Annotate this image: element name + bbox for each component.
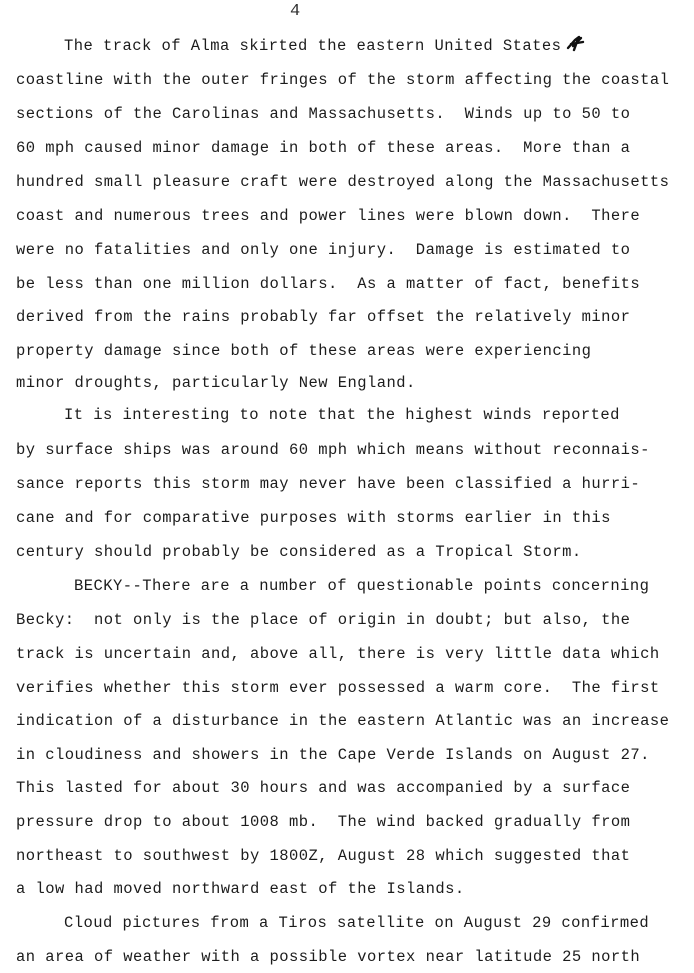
text-line: by surface ships was around 60 mph which means without reconnais- — [16, 441, 650, 459]
text-line: hundred small pleasure craft were destroyed along the Massachusetts — [16, 173, 670, 191]
text-line: indication of a disturbance in the eastern Atlantic was an increase — [16, 712, 670, 730]
text-line: property damage since both of these areas were experiencing — [16, 342, 592, 360]
text-line: Cloud pictures from a Tiros satellite on August 29 confirmed — [64, 914, 650, 932]
ink-mark-icon — [565, 34, 587, 54]
text-line: in cloudiness and showers in the Cape Verde Islands on August 27. — [16, 746, 650, 764]
text-line: coastline with the outer fringes of the storm affecting the coastal — [16, 71, 670, 89]
text-line: The track of Alma skirted the eastern United States — [64, 37, 562, 55]
text-line: be less than one million dollars. As a matter of fact, benefits — [16, 275, 641, 293]
text-line: verifies whether this storm ever possessed a warm core. The first — [16, 679, 660, 697]
text-line: sance reports this storm may never have been classified a hurri- — [16, 475, 641, 493]
text-line: 60 mph caused minor damage in both of these areas. More than a — [16, 139, 631, 157]
text-line: track is uncertain and, above all, there is very little data which — [16, 645, 660, 663]
page-number: 4 — [290, 2, 301, 21]
text-line: sections of the Carolinas and Massachusetts. Winds up to 50 to — [16, 105, 631, 123]
text-line: BECKY--There are a number of questionable points concerning — [74, 577, 650, 595]
text-line: a low had moved northward east of the Islands. — [16, 880, 465, 898]
text-line: minor droughts, particularly New England. — [16, 374, 416, 392]
text-line: century should probably be considered as a Tropical Storm. — [16, 543, 582, 561]
text-line: coast and numerous trees and power lines were blown down. There — [16, 207, 641, 225]
text-line: an area of weather with a possible vortex near latitude 25 north — [16, 948, 641, 966]
text-line: Becky: not only is the place of origin in doubt; but also, the — [16, 611, 631, 629]
text-line: northeast to southwest by 1800Z, August 28 which suggested that — [16, 847, 631, 865]
text-line: derived from the rains probably far offset the relatively minor — [16, 308, 631, 326]
text-line: pressure drop to about 1008 mb. The wind backed gradually from — [16, 813, 631, 831]
text-line: It is interesting to note that the highest winds reported — [64, 406, 620, 424]
text-line: were no fatalities and only one injury. Damage is estimated to — [16, 241, 631, 259]
text-line: This lasted for about 30 hours and was accompanied by a surface — [16, 779, 631, 797]
text-line: cane and for comparative purposes with storms earlier in this — [16, 509, 611, 527]
